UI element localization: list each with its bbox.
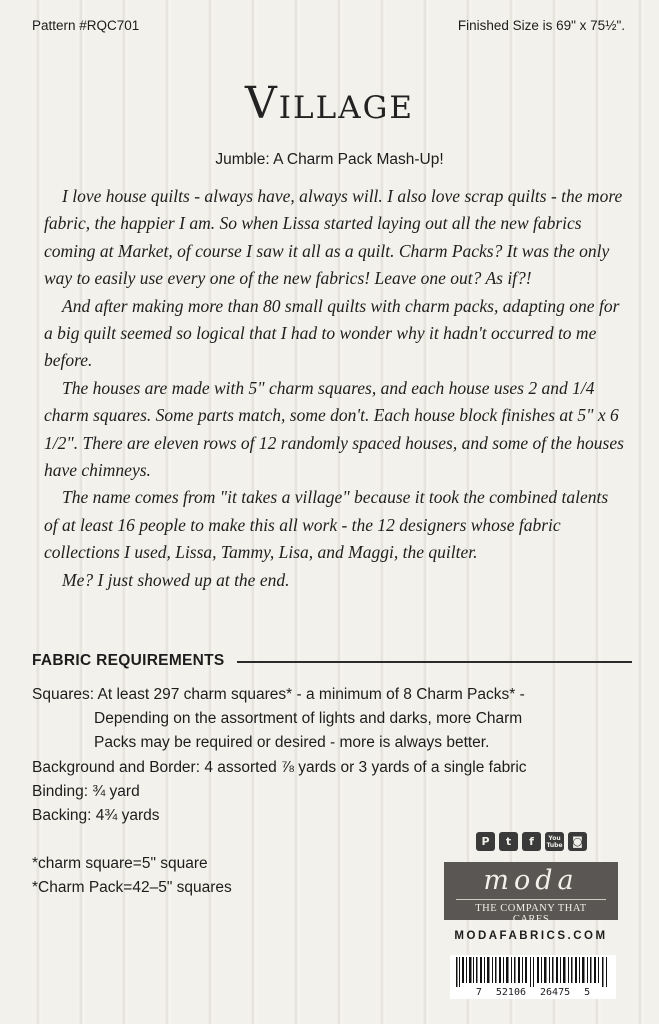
barcode-number: 7 52106 26475 5 [475, 987, 591, 998]
req-background: Background and Border: 4 assorted ⅞ yards or 3 yards of a single fabric [32, 758, 527, 776]
youtube-icon[interactable]: You Tube [545, 832, 564, 851]
website-url[interactable]: MODAFABRICS.COM [454, 930, 608, 942]
facebook-icon[interactable]: f [522, 832, 541, 851]
barcode [450, 955, 616, 999]
story-paragraph: The houses are made with 5" charm squares, and each house uses 2 and 1/4 charm squares. Some parts match, some don't. Each house block finishes at 5" x 6 1/2". There are eleven rows of 12 randomly spaced houses, and some of the houses have chimneys. [44, 377, 624, 481]
pinterest-icon[interactable]: P [476, 832, 495, 851]
instagram-icon[interactable]: ◙ [568, 832, 587, 851]
req-squares-cont: Packs may be required or desired - more is always better. [94, 734, 490, 752]
note-charm-square: *charm square=5" square [32, 855, 208, 872]
moda-logo [444, 862, 618, 925]
story-paragraph: I love house quilts - always have, always will. I also love scrap quilts - the more fabric, the happier I am. So when Lissa started laying out all the new fabrics coming at Market, of course I saw it all as a quilt. Charm Packs? It was the only way to easily use every one of the new fabrics! Leave one out? As if?! [44, 186, 623, 289]
req-backing: Backing: 4¾ yards [32, 807, 160, 825]
pattern-number: Pattern #RQC701 [32, 18, 140, 33]
story-paragraph: The name comes from "it takes a village" because it took the combined talents of at least 16 people to make this all work - the 12 designers whose fabric collections I used, Lissa, Tammy, Lisa, and Maggi, the quilter. [44, 487, 609, 563]
pattern-subtitle: Jumble: A Charm Pack Mash-Up! [215, 151, 444, 168]
req-squares: Squares: At least 297 charm squares* - a minimum of 8 Charm Packs* - [32, 686, 525, 703]
story-paragraph: And after making more than 80 small quilts with charm packs, adapting one for a big quilt seemed so logical that I had to wonder why it hadn't occurred to me before. [44, 295, 620, 371]
finished-size: Finished Size is 69" x 75½". [457, 18, 625, 33]
requirements-list [32, 683, 642, 828]
fabric-requirements-heading [32, 652, 632, 670]
barcode-bars [450, 955, 616, 987]
story-text [44, 183, 626, 594]
logo-tagline: THE COMPANY THAT CARES [456, 899, 606, 925]
pattern-title: Village [245, 78, 414, 129]
story-paragraph: Me? I just showed up at the end. [62, 569, 290, 590]
req-binding: Binding: ¾ yard [32, 782, 140, 800]
logo-wordmark: moda [483, 865, 579, 896]
req-squares-cont: Depending on the assortment of lights and darks, more Charm [94, 710, 523, 728]
requirements-heading-text: FABRIC REQUIREMENTS [32, 652, 225, 669]
social-icons [476, 832, 587, 851]
heading-rule [237, 661, 632, 663]
twitter-icon[interactable]: t [499, 832, 518, 851]
note-charm-pack: *Charm Pack=42–5" squares [32, 879, 232, 897]
